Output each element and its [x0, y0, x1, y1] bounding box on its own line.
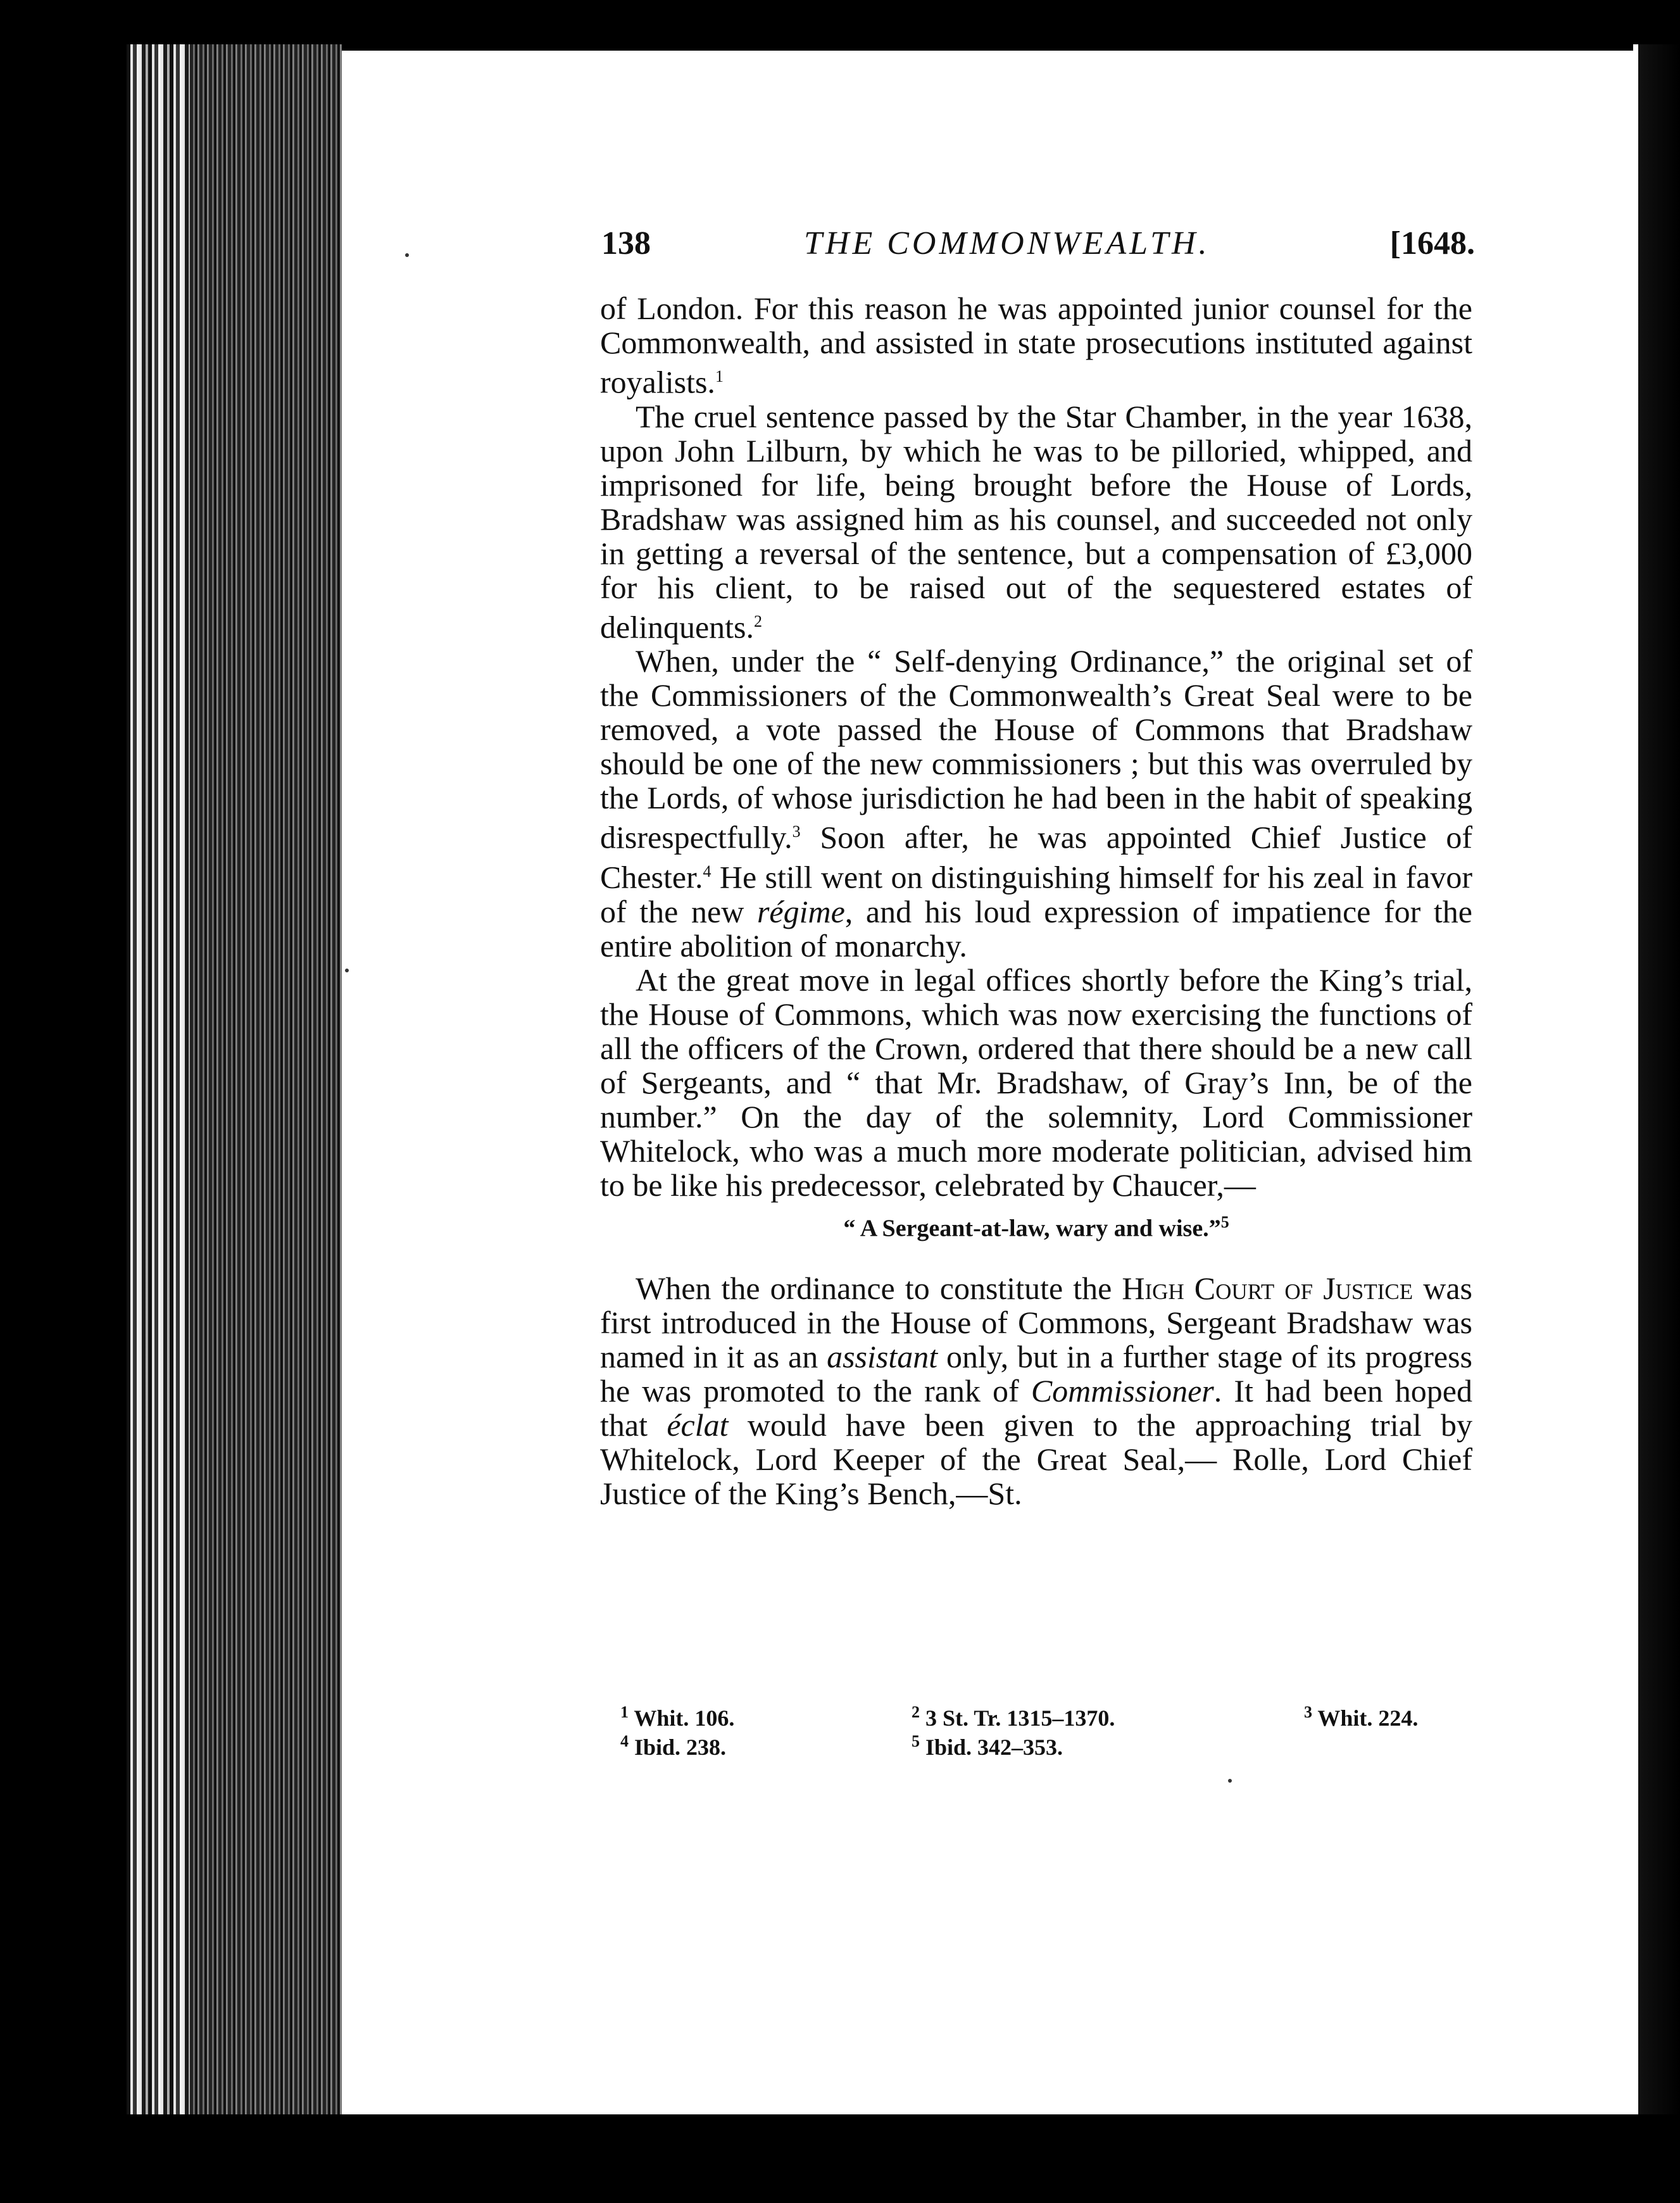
paragraph-2-text: The cruel sentence passed by the Star Chamber, in the year 1638, upon John Lilburn, by which he was to be pilloried, whipped, and imprisoned for life, being brought before the House of Lords, Bradshaw was assigned him as his counsel, and succeeded not only in getting a reversal of the sentence, but a compensation of £3,000 for his client, to be raised out of the sequestered estates of delinquents.: [600, 398, 1472, 645]
footnote-ref: 3: [792, 822, 801, 841]
body-text: [600, 291, 1472, 1510]
italic-term: éclat: [667, 1407, 729, 1443]
footnote-text: Ibid. 342–353.: [925, 1735, 1063, 1760]
paragraph-4: [600, 963, 1472, 1202]
footnote: [912, 1732, 1063, 1761]
page-number: 138: [601, 225, 651, 261]
italic-term: assistant: [827, 1339, 938, 1375]
running-header: [601, 225, 1475, 269]
speck: [1228, 1779, 1232, 1783]
footnote: [912, 1703, 1115, 1731]
footnote-text: Ibid. 238.: [634, 1735, 727, 1760]
facing-page-edge: [1633, 44, 1680, 2114]
header-year: [1648.: [1389, 225, 1475, 261]
footnote: [1304, 1703, 1418, 1731]
footnote-ref: 2: [754, 612, 763, 631]
paragraph-3-text: When, under the “ Self-denying Ordinance,” the original set of the Commissioners of the Commonwealth’s Great Seal were to be removed, a vote passed the House of Commons that Bradshaw should be one of the new commissioners ; but this was overruled by the Lords, of whose jurisdiction he had been in the habit of speaking disrespectfully.: [600, 643, 1472, 855]
italic-term: Commissioner: [1031, 1373, 1214, 1409]
speck: [405, 253, 409, 257]
footnote-mark: 5: [912, 1732, 920, 1750]
page-edges-shadow: [190, 44, 342, 2114]
speck: [345, 969, 349, 972]
footnote-text: Whit. 224.: [1317, 1705, 1419, 1731]
paragraph-5-text: was first introduced in the House of Commons, Sergeant Bradshaw was named in it as an: [600, 1271, 1472, 1375]
block-quote: [600, 1208, 1472, 1243]
paragraph-5: [600, 1271, 1472, 1510]
quote-text: “ A Sergeant-at-law, wary and wise.”: [843, 1215, 1221, 1242]
footnote-ref: 5: [1220, 1212, 1229, 1231]
paragraph-5-text: When the ordinance to constitute the: [636, 1271, 1122, 1307]
scan-border-top: [0, 0, 1680, 44]
paragraph-3-text: , and his loud expression of impatience for the entire abolition of monarchy.: [600, 893, 1472, 963]
paragraph-3-text: He still went on distinguishing himself for his zeal in favor of the new: [600, 859, 1472, 929]
paragraph-5-text: would have been given to the approaching trial by Whitelock, Lord Keeper of the Great Seal,— Rolle, Lord Chief Justice of the King’s Bench,—St.: [600, 1407, 1473, 1512]
footnote-mark: 1: [620, 1703, 629, 1721]
paragraph-5-text: . It had been hoped that: [600, 1373, 1473, 1443]
footnote-mark: 4: [620, 1732, 629, 1750]
footnote: [620, 1732, 726, 1761]
paragraph-1-text: of London. For this reason he was appointed junior counsel for the Commonwealth, and assisted in state prosecutions instituted against royalists.: [600, 291, 1472, 400]
paragraph-1: [600, 291, 1472, 399]
footnote-mark: 3: [1304, 1703, 1312, 1721]
paragraph-5-text: only, but in a further stage of its progress he was promoted to the rank of: [600, 1339, 1472, 1409]
small-caps-term: High Court of Justice: [1122, 1271, 1414, 1307]
footnote: [620, 1703, 734, 1731]
paragraph-3-text: Soon after, he was appointed Chief Justice of Chester.: [600, 819, 1472, 895]
italic-term: régime: [756, 893, 845, 929]
running-title: THE COMMONWEALTH.: [804, 225, 1210, 261]
paragraph-3: [600, 644, 1472, 962]
scan-border-bottom: [0, 2114, 1680, 2203]
paragraph-2: [600, 399, 1472, 644]
paragraph-4-text: At the great move in legal offices shortly before the King’s trial, the House of Commons, which was now exercising the functions of all the officers of the Crown, ordered that there should be a new call of Sergeants, and “ that Mr. Bradshaw, of Gray’s Inn, be of the number.” On the day of the solemnity, Lord Commissioner Whitelock, who was a much more moderate politician, advised him to be like his predecessor, celebrated by Chaucer,—: [600, 962, 1472, 1203]
footnote-ref: 4: [703, 862, 711, 881]
footnote-text: Whit. 106.: [634, 1705, 735, 1731]
footnote-mark: 2: [912, 1703, 920, 1721]
footnote-ref: 1: [715, 367, 724, 386]
footnote-text: 3 St. Tr. 1315–1370.: [925, 1705, 1115, 1731]
